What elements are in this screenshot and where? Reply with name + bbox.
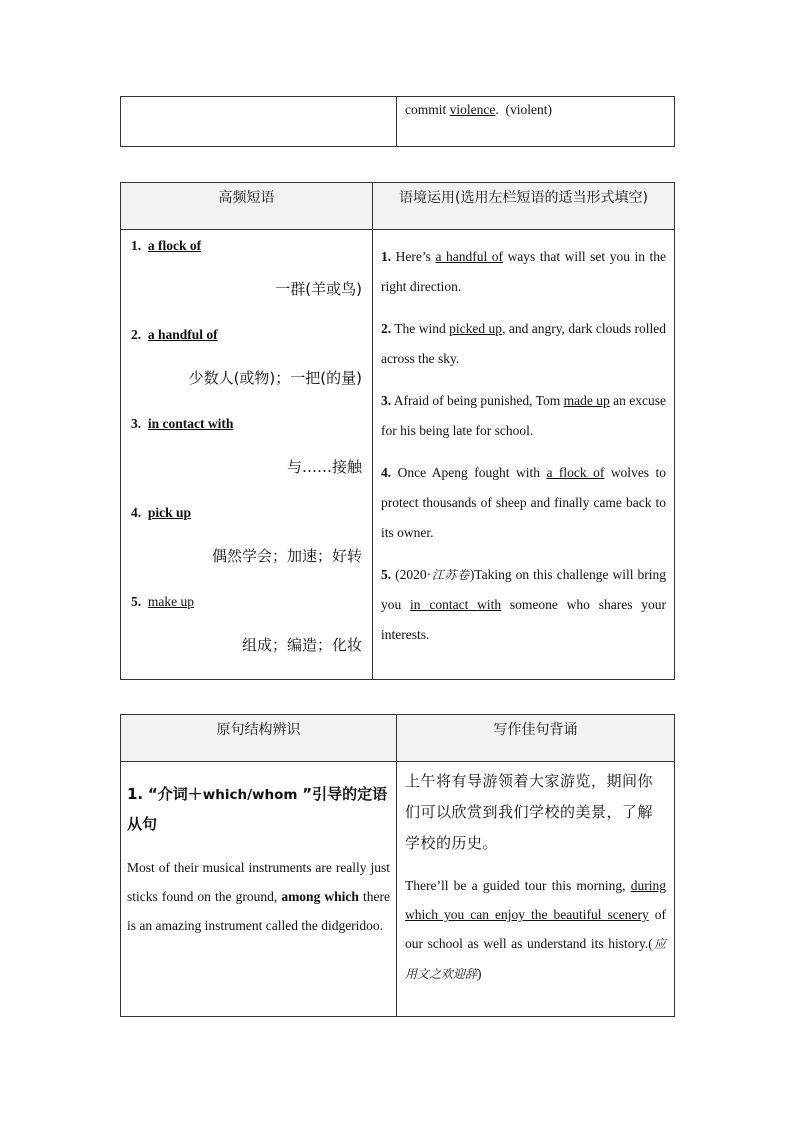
writing-cell	[397, 762, 675, 1017]
sentence-item: 2. The wind picked up, and angry, dark clouds rolled across the sky.	[381, 321, 666, 366]
structure-table	[120, 714, 675, 1017]
text: .	[495, 102, 499, 117]
header-writing: 写作佳句背诵	[397, 715, 675, 762]
header-context: 语境运用(选用左栏短语的适当形式填空)	[373, 183, 675, 230]
header-structure: 原句结构辨识	[121, 715, 397, 762]
top-continuation-table	[120, 96, 675, 147]
phrase-item: 4. pick up 偶然学会；加速；好转	[131, 505, 362, 565]
hint: (violent)	[505, 102, 552, 117]
sentence-item: 1. Here’s a handful of ways that will set you in the right direction.	[381, 249, 667, 294]
context-sentences	[373, 230, 675, 680]
sentence-item: 4. Once Apeng fought with a flock of wolves to protect thousands of sheep and finally came back to its owner.	[381, 465, 667, 540]
structure-cell	[121, 762, 397, 1017]
writing-chinese: 上午将有导游领着大家游览，期间你们可以欣赏到我们学校的美景，了解学校的历史。	[405, 772, 654, 852]
empty-cell	[121, 97, 397, 147]
phrase-table	[120, 182, 675, 680]
phrase-list	[121, 230, 373, 680]
text: commit	[405, 102, 447, 117]
phrase-item: 1. a flock of 一群(羊或鸟)	[131, 238, 362, 298]
writing-english: There’ll be a guided tour this morning, during which you can enjoy the beautiful scenery of our school as well as understand its history.(应用文之欢迎辞)	[405, 878, 667, 981]
answer: violence	[449, 102, 496, 117]
phrase-item: 5. make up 组成；编造；化妆	[131, 594, 362, 654]
example-sentence: Most of their musical instruments are really just sticks found on the ground, among which there is an amazing instrument called the didgeridoo.	[127, 860, 390, 933]
header-phrases: 高频短语	[121, 183, 373, 230]
structure-title: 1. “介词＋which/whom ”引导的定语从句	[127, 785, 388, 833]
sentence-item: 5. (2020·江苏卷)Taking on this challenge will bring you in contact with someone who shares your interests.	[381, 567, 666, 642]
phrase-item: 2. a handful of 少数人(或物)；一把(的量)	[131, 327, 362, 387]
phrase-item: 3. in contact with 与……接触	[131, 416, 362, 476]
fill-in-cell	[397, 97, 675, 147]
sentence-item: 3. Afraid of being punished, Tom made up an excuse for his being late for school.	[381, 393, 666, 438]
